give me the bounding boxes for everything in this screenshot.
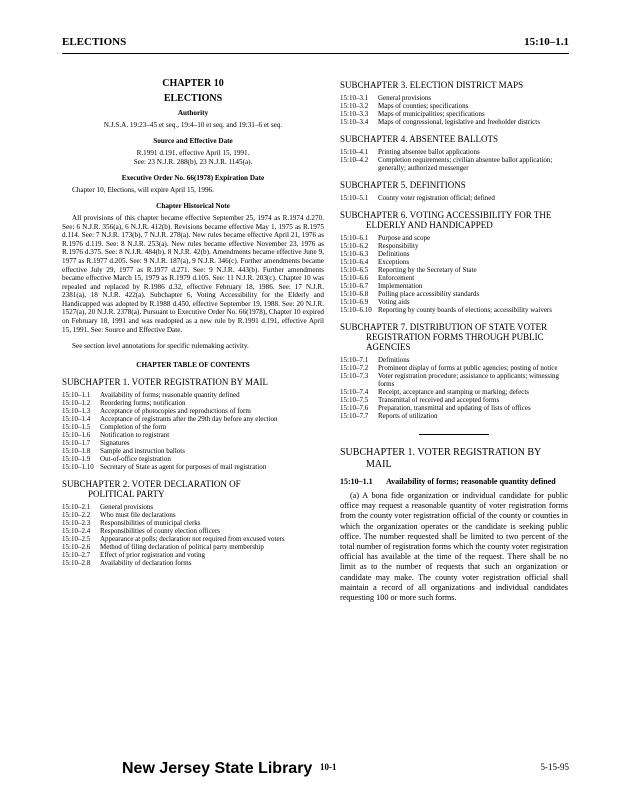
toc-row [340, 404, 568, 412]
subchapter-title: SUBCHAPTER 6. VOTING ACCESSIBILITY FOR THE [340, 210, 552, 220]
authority-text: N.J.S.A. 19:23–45 et seq., 19:4–10 et seq. and 19:31–6 et seq. [103, 120, 283, 129]
toc-number: 15:10–1.1 [62, 391, 91, 400]
exec-order-text: Chapter 10, Elections, will expire April 15, 1996. [72, 185, 214, 194]
toc-row [340, 290, 568, 298]
source-line: R.1991 d.191, effective April 15, 1991. [136, 148, 250, 157]
toc-title: Maps of counties; specifications [378, 102, 469, 110]
toc-title: County voter registration official; defined [378, 194, 495, 202]
toc-row [62, 551, 324, 559]
toc-number: 15:10–1.7 [62, 439, 91, 448]
subchapter-3-toc [340, 94, 568, 126]
page-footer [62, 756, 569, 780]
right-column [340, 80, 568, 603]
toc-row [340, 94, 568, 102]
toc-number: 15:10–6.9 [340, 298, 369, 306]
subchapter-1-toc [62, 391, 324, 471]
source-heading: Source and Effective Date [153, 137, 233, 146]
toc-number: 15:10–2.4 [62, 527, 91, 536]
toc-row [340, 412, 568, 420]
toc-title: Signatures [100, 439, 130, 448]
toc-row [62, 519, 324, 527]
subchapter-5-toc [340, 194, 568, 202]
subchapter-4-toc [340, 148, 568, 172]
toc-row [340, 364, 568, 372]
toc-row [62, 423, 324, 431]
toc-number: 15:10–4.1 [340, 148, 369, 156]
toc-number: 15:10–2.8 [62, 559, 91, 568]
toc-title: Availability of forms; reasonable quantity defined [100, 391, 240, 400]
toc-title: Exceptions [378, 258, 410, 266]
subchapter-title: SUBCHAPTER 3. ELECTION DISTRICT MAPS [340, 80, 524, 90]
toc-title: Responsibilities of county election officers [100, 527, 221, 536]
toc-number: 15:10–6.3 [340, 250, 369, 258]
toc-row [340, 372, 568, 388]
toc-number: 15:10–1.6 [62, 431, 91, 440]
section-title: Availability of forms; reasonable quantity defined [386, 477, 556, 486]
header-section-number: 15:10–1.1 [524, 36, 569, 48]
toc-title: Sample and instruction ballots [100, 447, 185, 456]
historical-note-heading: Chapter Historical Note [156, 202, 230, 211]
section-number: 15:10–1.1 [340, 477, 373, 486]
toc-number: 15:10–2.5 [62, 535, 91, 544]
left-column [62, 80, 324, 567]
toc-number: 15:10–1.2 [62, 399, 91, 408]
toc-title: Method of filing declaration of political party membership [100, 543, 264, 552]
section-heading [340, 477, 568, 487]
subchapter-7-toc [340, 356, 568, 420]
see-annotations-text: See section level annotations for specific rulemaking activity. [72, 342, 249, 351]
toc-title: General provisions [378, 94, 432, 102]
subchapter-title-cont: REGISTRATION FORMS THROUGH PUBLIC [366, 332, 544, 342]
subchapter-2-toc [62, 503, 324, 567]
subchapter-3-heading [340, 80, 568, 90]
toc-title: Reporting by the Secretary of State [378, 266, 477, 274]
toc-row [340, 156, 568, 172]
toc-number: 15:10–2.6 [62, 543, 91, 552]
toc-row [340, 258, 568, 266]
toc-number: 15:10–6.2 [340, 242, 369, 250]
subchapter-title: SUBCHAPTER 2. VOTER DECLARATION OF [62, 479, 241, 490]
toc-number: 15:10–1.5 [62, 423, 91, 432]
subchapter-title-cont: MAIL [366, 459, 392, 470]
toc-row [340, 396, 568, 404]
body-subchapter-heading [340, 447, 568, 471]
toc-number: 15:10–6.4 [340, 258, 369, 266]
toc-title: Definitions [378, 356, 410, 364]
toc-title: Purpose and scope [378, 234, 431, 242]
library-stamp: New Jersey State Library [122, 760, 313, 777]
toc-row [340, 306, 568, 314]
toc-title: Out-of-office registration [100, 455, 171, 464]
toc-title: Responsibilities of municipal clerks [100, 519, 201, 528]
toc-title: Receipt, acceptance and stamping or marking; defects [378, 388, 530, 396]
subchapter-title-cont: ELDERLY AND HANDICAPPED [366, 220, 493, 230]
subchapter-5-heading [340, 180, 568, 190]
toc-number: 15:10–3.3 [340, 110, 369, 118]
toc-title: Effect of prior registration and voting [100, 551, 206, 560]
toc-number: 15:10–7.4 [340, 388, 369, 396]
toc-row [62, 431, 324, 439]
running-header [62, 36, 569, 50]
subchapter-title: SUBCHAPTER 4. ABSENTEE BALLOTS [340, 134, 499, 144]
toc-title: Printing absentee ballot applications [378, 148, 480, 156]
section-paragraph: (a) A bona fide organization or individual candidate for public office may request a reasonable quantity of voter registration forms from the county voter registration official of the county or counties in which the organization operates or the candidate is seeking public office. The number requested shall be limited to two percent of the total number of registration forms which the county voter registration official has available at the time of the request. There shall be no limit as to the number of requests that such an organization or candidate may make. The county voter registration official shall maintain a record of all organizations and individual candidates requesting 100 or more such forms. [340, 491, 568, 603]
toc-number: 15:10–1.3 [62, 407, 91, 416]
toc-number: 15:10–3.1 [340, 94, 369, 102]
toc-title: Availability of declaration forms [100, 559, 192, 568]
subchapter-title: SUBCHAPTER 7. DISTRIBUTION OF STATE VOTER [340, 322, 548, 332]
toc-row [62, 527, 324, 535]
toc-number: 15:10–7.7 [340, 412, 369, 420]
toc-number: 15:10–3.2 [340, 102, 369, 110]
subchapter-1-heading [62, 377, 324, 387]
toc-title: Responsibility [378, 242, 419, 250]
toc-title: Implementation [378, 282, 423, 290]
toc-number: 15:10–2.7 [62, 551, 91, 560]
toc-row [340, 242, 568, 250]
toc-number: 15:10–6.5 [340, 266, 369, 274]
toc-row [62, 543, 324, 551]
toc-row [62, 447, 324, 455]
toc-title: Definitions [378, 250, 410, 258]
toc-row [340, 282, 568, 290]
subchapter-title: SUBCHAPTER 1. VOTER REGISTRATION BY MAIL [62, 377, 269, 388]
toc-row [62, 559, 324, 567]
subchapter-title: SUBCHAPTER 5. DEFINITIONS [340, 180, 466, 190]
toc-title: Reordering forms; notification [100, 399, 186, 408]
toc-title: Appearance at polls; declaration not required from excused voters [100, 535, 285, 544]
historical-note-text: All provisions of this chapter became effective September 25, 1974 as R.1974 d.270. See: 6 N.J.R. 356(a), 6 N.J.R. 412(b). Revisions became effective May 1, 1975 as R.1975 d.114. See: 7 N.J.R. 173(b), 7 N.J.R. 278(a). New rules became effective April 21, 1976 as R.1976 d.119. See: 8 N.J.R. 253(a). New rules became effective November 23, 1976 as R.1976 d.375. See: 8 N.J.R. 484(b), 8 N.J.R. 42(b). Amendments became effective June 9, 1977 as R.1977 d.205. See: 9 N.J.R. 187(a), 9 N.J.R. 346(c). Further amendments became effective July 29, 1977 as R.1977 d.271. See: 9 N.J.R. 443(b). Further amendments became effective March 15, 1979 as R.1979 d.105. See: 11 N.J.R. 203(c). Chapter 10 was repealed and replaced by R.1986 d.32, effective February 18, 1986. See: 17 N.J.R. 2381(a), 18 N.J.R. 422(a). Subchapter 6, Voting Accessibility for the Elderly and Handicapped was adopted by R.1988 d.450, effective September 19, 1988. See: 20 N.J.R. 1527(a), 20 N.J.R. 2378(a). Pursuant to Executive Order No. 66(1978), Chapter 10 expired on February 18, 1991 and was readopted as a new rule by R.1991 d.191, effective April 15, 1991. See: Source and Effective Date. [62, 213, 324, 334]
toc-number: 15:10–6.10 [340, 306, 372, 314]
toc-title: Enforcement [378, 274, 415, 282]
toc-row [340, 118, 568, 126]
chapter-number: CHAPTER 10 [162, 78, 224, 89]
toc-number: 15:10–3.4 [340, 118, 369, 126]
toc-number: 15:10–6.8 [340, 290, 369, 298]
toc-row [340, 194, 568, 202]
toc-row [340, 110, 568, 118]
toc-number: 15:10–2.2 [62, 511, 91, 520]
toc-title: Acceptance of registrants after the 29th day before any election [100, 415, 278, 424]
subchapter-title-cont: AGENCIES [366, 342, 411, 352]
toc-row [62, 535, 324, 543]
toc-row [62, 399, 324, 407]
exec-order-heading: Executive Order No. 66(1978) Expiration Date [121, 174, 265, 183]
toc-number: 15:10–6.1 [340, 234, 369, 242]
toc-row [340, 356, 568, 364]
section-divider [419, 434, 489, 435]
toc-title: Acceptance of photocopies and reproductions of form [100, 407, 251, 416]
toc-title: Notification to registrant [100, 431, 170, 440]
subchapter-title-cont: POLITICAL PARTY [88, 489, 165, 500]
toc-row [340, 102, 568, 110]
toc-title: Voter registration procedure; assistance to applicants; witnessing forms [378, 372, 560, 388]
supplement-date: 5-15-95 [540, 762, 569, 772]
toc-number: 15:10–7.1 [340, 356, 369, 364]
header-title: ELECTIONS [62, 36, 127, 48]
toc-row [62, 439, 324, 447]
toc-number: 15:10–2.1 [62, 503, 91, 512]
toc-title: Completion requirements; civilian absentee ballot application; generally; authorized messenger [378, 156, 553, 172]
toc-title: Voting aids [378, 298, 410, 306]
toc-row [340, 148, 568, 156]
toc-row [62, 391, 324, 399]
subchapter-7-heading [340, 322, 568, 352]
toc-title: Reports of utilization [378, 412, 438, 420]
subchapter-4-heading [340, 134, 568, 144]
toc-heading: CHAPTER TABLE OF CONTENTS [136, 360, 250, 369]
subchapter-2-heading [62, 479, 324, 499]
toc-title: Reporting by county boards of elections; accessibility waivers [378, 306, 552, 314]
toc-number: 15:10–1.8 [62, 447, 91, 456]
toc-number: 15:10–2.3 [62, 519, 91, 528]
chapter-title: ELECTIONS [163, 92, 223, 104]
toc-title: Prominent display of forms at public agencies; posting of notice [378, 364, 558, 372]
toc-title: Preparation, transmittal and updating of lists of offices [378, 404, 531, 412]
toc-number: 15:10–7.6 [340, 404, 369, 412]
header-rule [62, 53, 569, 54]
toc-row [340, 266, 568, 274]
toc-number: 15:10–1.9 [62, 455, 91, 464]
toc-row [62, 407, 324, 415]
toc-row [340, 274, 568, 282]
authority-heading: Authority [177, 109, 209, 118]
toc-title: Transmittal of received and accepted forms [378, 396, 500, 404]
page-number: 10-1 [320, 762, 337, 772]
toc-title: Who must file declarations [100, 511, 176, 520]
toc-row [340, 388, 568, 396]
toc-title: Completion of the form [100, 423, 167, 432]
subchapter-6-heading [340, 210, 568, 230]
toc-row [62, 511, 324, 519]
toc-title: Maps of municipalities; specifications [378, 110, 485, 118]
subchapter-6-toc [340, 234, 568, 314]
toc-title: General provisions [100, 503, 154, 512]
toc-number: 15:10–6.6 [340, 274, 369, 282]
toc-number: 15:10–7.3 [340, 372, 369, 380]
toc-number: 15:10–7.5 [340, 396, 369, 404]
toc-title: Maps of congressional, legislative and freeholder districts [378, 118, 540, 126]
toc-title: Polling place accessibility standards [378, 290, 480, 298]
toc-row [62, 455, 324, 463]
source-line: See: 23 N.J.R. 288(b), 23 N.J.R. 1145(a). [133, 157, 253, 166]
toc-row [62, 503, 324, 511]
toc-row [340, 234, 568, 242]
toc-number: 15:10–4.2 [340, 156, 369, 164]
toc-row [340, 250, 568, 258]
toc-number: 15:10–6.7 [340, 282, 369, 290]
toc-row [340, 298, 568, 306]
toc-title: Secretary of State as agent for purposes of mail registration [100, 463, 267, 472]
toc-row [62, 415, 324, 423]
toc-number: 15:10–1.10 [62, 463, 94, 472]
toc-number: 15:10–7.2 [340, 364, 369, 372]
subchapter-title: SUBCHAPTER 1. VOTER REGISTRATION BY [340, 447, 542, 458]
toc-number: 15:10–5.1 [340, 194, 369, 202]
toc-number: 15:10–1.4 [62, 415, 91, 424]
toc-row [62, 463, 324, 471]
